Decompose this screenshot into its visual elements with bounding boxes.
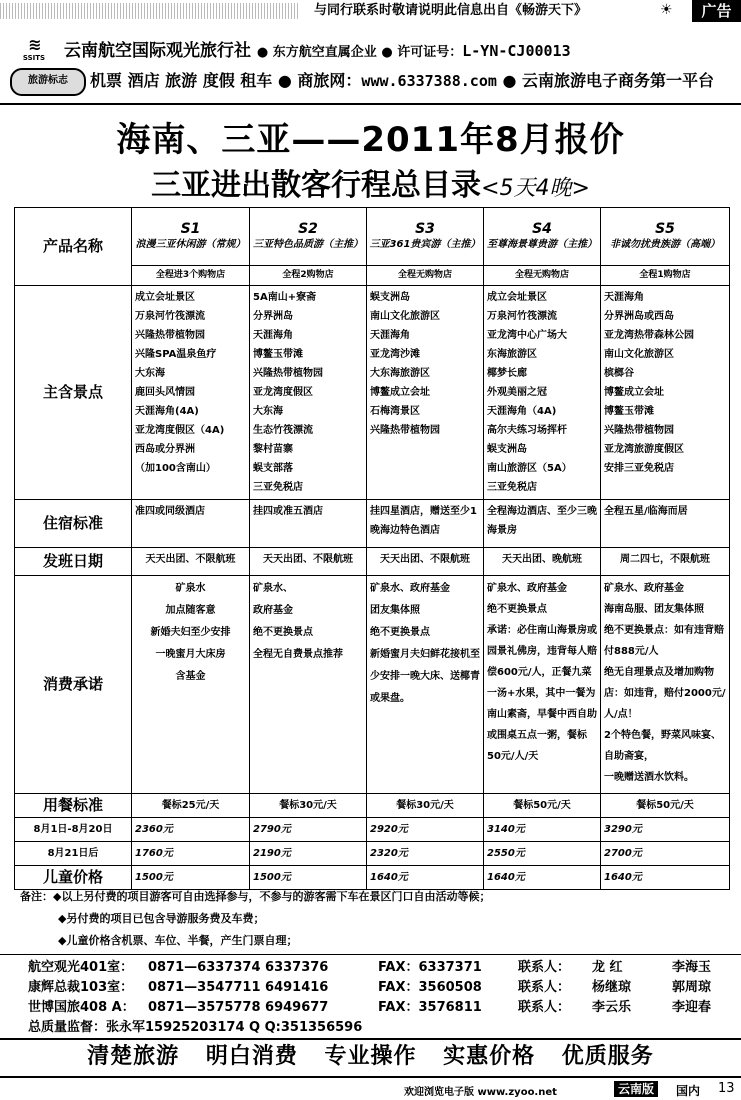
list-item: 石梅湾景区 <box>370 406 420 417</box>
agency-affiliation: 东方航空直属企业 <box>272 45 377 60</box>
product-s1: S1 浪漫三亚休闲游（常规） <box>132 208 250 266</box>
row-label-sights: 主含景点 <box>15 286 132 500</box>
sights-s3 <box>367 286 484 500</box>
list-item: 蜈支洲岛 <box>487 444 527 455</box>
product-s2: S2 三亚特色品质游（主推） <box>250 208 367 266</box>
list-item: 兴隆热带植物园 <box>604 425 674 436</box>
list-item: 天涯海角(4A) <box>135 406 199 417</box>
list-item: 兴隆热带植物园 <box>253 368 323 379</box>
slogan: 清楚旅游 明白消费 专业操作 实惠价格 优质服务 <box>87 1044 654 1069</box>
child-s4: 1640元 <box>484 866 601 890</box>
meal-s3: 餐标30元/天 <box>367 794 484 818</box>
price2-s2: 2190元 <box>250 842 367 866</box>
row-label-product: 产品名称 <box>15 208 132 286</box>
section-label: 国内 <box>676 1084 701 1098</box>
list-item: 矿泉水、 <box>253 583 293 594</box>
list-item: 新婚蜜月夫妇鲜花接机至少安排一晚大床、送椰青或果盘。 <box>370 649 480 704</box>
price2-s4: 2550元 <box>484 842 601 866</box>
note-3: ◆儿童价格含机票、车位、半餐，产生门票自理； <box>58 934 298 947</box>
itinerary-table <box>14 207 730 890</box>
list-item: 南山旅游区（5A） <box>487 463 572 474</box>
list-item: 安排三亚免税店 <box>604 463 674 474</box>
list-item: 海南岛服、团友集体照 <box>604 604 704 615</box>
list-item: 东海旅游区 <box>487 349 537 360</box>
sights-s2 <box>250 286 367 500</box>
biz-label: 商旅网： <box>297 71 362 90</box>
list-item: （加100含南山） <box>135 463 216 474</box>
promise-s3 <box>367 576 484 794</box>
promise-s4 <box>484 576 601 794</box>
list-item: 博鳌玉带滩 <box>253 349 303 360</box>
product-s4: S4 至尊海景尊贵游（主推） <box>484 208 601 266</box>
supervisor: 总质量监督：张永军15925203174 Q Q:351356596 <box>28 1020 363 1035</box>
list-item: 矿泉水 <box>175 583 206 594</box>
note-2: ◆另付费的项目已包含导游服务费及车费； <box>58 912 265 925</box>
list-item: 南山文化旅游区 <box>604 349 674 360</box>
shop-s1: 全程进3个购物店 <box>132 266 250 286</box>
row-label-date2: 8月21日后 <box>15 842 132 866</box>
list-item: 鹿回头风情园 <box>135 387 195 398</box>
list-item: 兴隆热带植物园 <box>370 425 440 436</box>
row-label-meal: 用餐标准 <box>15 794 132 818</box>
schedule-s1: 天天出团、不限航班 <box>132 548 250 576</box>
list-item: 万泉河竹筏漂流 <box>135 311 205 322</box>
shop-s2: 全程2购物店 <box>250 266 367 286</box>
agency-logo <box>8 36 60 66</box>
product-s5: S5 非诚勿扰贵族游（高端） <box>601 208 730 266</box>
row-label-child: 儿童价格 <box>15 866 132 890</box>
hotel-s4: 全程海边酒店、至少三晚海景房 <box>484 500 601 548</box>
shop-s5: 全程1购物店 <box>601 266 730 286</box>
divider <box>0 103 741 105</box>
list-item: 分界洲岛 <box>253 311 293 322</box>
schedule-s5: 周二四七，不限航班 <box>601 548 730 576</box>
price1-s1: 2360元 <box>132 818 250 842</box>
license-number: L-YN-CJ00013 <box>462 42 571 60</box>
notes-label: 备注： <box>20 890 53 903</box>
schedule-s4: 天天出团、晚航班 <box>484 548 601 576</box>
list-item: 兴隆热带植物园 <box>135 330 205 341</box>
list-item: 成立会址景区 <box>135 292 195 303</box>
list-item: 绝不更换景点 <box>253 627 313 638</box>
list-item: 全程无自费景点推荐 <box>253 649 343 660</box>
price1-s4: 3140元 <box>484 818 601 842</box>
row-label-promise: 消费承诺 <box>15 576 132 794</box>
shop-s4: 全程无购物店 <box>484 266 601 286</box>
schedule-s3: 天天出团、不限航班 <box>367 548 484 576</box>
contact-row: 航空观光401室： 0871—6337374 6337376 FAX：6337371 联系人： 龙 红 李海玉 <box>28 960 712 975</box>
list-item: 槟榔谷 <box>604 368 634 379</box>
list-item: 博鳌成立会址 <box>604 387 664 398</box>
list-item: 三亚免税店 <box>487 482 537 493</box>
list-item: 成立会址景区 <box>487 292 547 303</box>
contacts <box>28 958 711 1038</box>
list-item: 分界洲岛或西岛 <box>604 311 674 322</box>
list-item: 绝不更换景点 <box>487 604 547 615</box>
list-item: 政府基金 <box>253 605 293 616</box>
page-subtitle: 三亚进出散客行程总目录<5天4晚> <box>151 168 590 203</box>
list-item: 亚龙湾旅游度假区 <box>604 444 684 455</box>
product-s3: S3 三亚361贵宾游（主推） <box>367 208 484 266</box>
list-item: 亚龙湾度假区 <box>253 387 313 398</box>
child-s5: 1640元 <box>601 866 730 890</box>
meal-s2: 餐标30元/天 <box>250 794 367 818</box>
price2-s5: 2700元 <box>601 842 730 866</box>
list-item: 高尔夫练习场挥杆 <box>487 425 567 436</box>
sun-icon: ☀ <box>660 2 673 18</box>
price1-s2: 2790元 <box>250 818 367 842</box>
row-label-schedule: 发班日期 <box>15 548 132 576</box>
contact-row: 康辉总裁103室： 0871—3547711 6491416 FAX：3560508 联系人： 杨继琼 郭周琼 <box>28 980 712 995</box>
secondary-logo: 旅游标志 <box>10 68 86 96</box>
list-item: 亚龙湾沙滩 <box>370 349 420 360</box>
list-item: 矿泉水、政府基金 <box>487 583 567 594</box>
list-item: 大东海旅游区 <box>370 368 430 379</box>
list-item: 万泉河竹筏漂流 <box>487 311 557 322</box>
row-label-date1: 8月1日-8月20日 <box>15 818 132 842</box>
list-item: 新婚夫妇至少安排 <box>150 627 231 638</box>
agency-line-1: 云南航空国际观光旅行社 ● 东方航空直属企业 ● 许可证号：L-YN-CJ00013 <box>64 41 571 61</box>
hotel-s1: 准四或同级酒店 <box>132 500 250 548</box>
list-item: 生态竹筏漂流 <box>253 425 313 436</box>
footer <box>0 1080 741 1100</box>
list-item: 绝不更换景点：如有违背赔付888元/人 <box>604 625 724 657</box>
list-item: 天涯海角（4A) <box>487 406 557 417</box>
list-item: 大东海 <box>135 368 165 379</box>
list-item: 含基金 <box>175 671 206 682</box>
source-notice: 与同行联系时敬请说明此信息出自《畅游天下》 <box>300 1 709 21</box>
list-item: 兴隆SPA温泉鱼疗 <box>135 349 217 360</box>
price2-s1: 1760元 <box>132 842 250 866</box>
hotel-s2: 挂四或准五酒店 <box>250 500 367 548</box>
logo-text: SSITS <box>22 54 46 62</box>
list-item: 亚龙湾热带森林公园 <box>604 330 694 341</box>
promise-s2 <box>250 576 367 794</box>
agency-services: 机票 酒店 旅游 度假 租车 <box>90 71 273 90</box>
duration-label: <5天4晚> <box>481 176 590 201</box>
list-item: 黎村苗寨 <box>253 444 293 455</box>
list-item: 亚龙湾度假区（4A) <box>135 425 225 436</box>
top-bar <box>0 0 741 22</box>
footer-browse[interactable]: 欢迎浏览电子版 www.zyoo.net <box>404 1087 557 1098</box>
list-item: 西岛或分界洲 <box>135 444 195 455</box>
price2-s3: 2320元 <box>367 842 484 866</box>
agency-line-2: 机票 酒店 旅游 度假 租车 ● 商旅网：www.6337388.com ● 云南旅游电子商务第一平台 <box>90 71 715 90</box>
hotel-s3: 挂四星酒店，赠送至少1晚海边特色酒店 <box>367 500 484 548</box>
list-item: 南山文化旅游区 <box>370 311 440 322</box>
child-s1: 1500元 <box>132 866 250 890</box>
agency-name: 云南航空国际观光旅行社 <box>64 41 251 61</box>
logo-mark-icon: ≋ <box>28 35 40 54</box>
list-item: 三亚免税店 <box>253 482 303 493</box>
hotel-s5: 全程五星/临海而居 <box>601 500 730 548</box>
list-item: 绝无自理景点及增加购物店：如违背，赔付2000元/人/点！ <box>604 667 726 720</box>
list-item: 蜈支部落 <box>253 463 293 474</box>
list-item: 博鳌玉带滩 <box>604 406 654 417</box>
list-item: 大东海 <box>253 406 283 417</box>
list-item: 一晚赠送酒水饮料。 <box>604 772 694 783</box>
agency-header <box>4 34 737 100</box>
meal-s1: 餐标25元/天 <box>132 794 250 818</box>
list-item: 蜈支洲岛 <box>370 292 410 303</box>
list-item: 团友集体照 <box>370 605 420 616</box>
price1-s3: 2920元 <box>367 818 484 842</box>
list-item: 5A南山+寮斋 <box>253 292 317 303</box>
contact-row: 世博国旅408 A： 0871—3575778 6949677 FAX：3576811 联系人： 李云乐 李迎春 <box>28 1000 712 1015</box>
page-title: 海南、三亚——2011年8月报价 <box>116 120 625 160</box>
shop-s3: 全程无购物店 <box>367 266 484 286</box>
region-badge: 云南版 <box>614 1081 658 1097</box>
list-item: 博鳌成立会址 <box>370 387 430 398</box>
schedule-s2: 天天出团、不限航班 <box>250 548 367 576</box>
agency-slogan-small: 云南旅游电子商务第一平台 <box>522 71 715 90</box>
license-label: 许可证号： <box>397 45 463 60</box>
meal-s4: 餐标50元/天 <box>484 794 601 818</box>
agency-url[interactable]: www.6337388.com <box>361 72 497 90</box>
list-item: 椰梦长廊 <box>487 368 527 379</box>
list-item: 承诺：必住南山海景房或园景礼佛房，违背每人赔偿600元/人，正餐九菜一汤+水果，其中一餐为南山素斋，早餐中西自助或围桌五点一粥，餐标50元/人/天 <box>487 625 597 762</box>
promise-s1 <box>132 576 250 794</box>
list-item: 天涯海角 <box>370 330 410 341</box>
list-item: 天涯海角 <box>253 330 293 341</box>
list-item: 外观美丽之冠 <box>487 387 547 398</box>
page-number: 13 <box>718 1081 735 1096</box>
promise-s5 <box>601 576 730 794</box>
child-s3: 1640元 <box>367 866 484 890</box>
child-s2: 1500元 <box>250 866 367 890</box>
note-1: ◆以上另付费的项目游客可自由选择参与，不参与的游客需下车在景区门口自由活动等候； <box>53 890 491 903</box>
list-item: 2个特色餐，野菜风味宴、自助斋宴， <box>604 730 721 762</box>
list-item: 矿泉水、政府基金 <box>604 583 684 594</box>
list-item: 矿泉水、政府基金 <box>370 583 450 594</box>
list-item: 天涯海角 <box>604 292 644 303</box>
divider <box>0 954 741 955</box>
list-item: 绝不更换景点 <box>370 627 430 638</box>
row-label-hotel: 住宿标准 <box>15 500 132 548</box>
divider <box>0 1076 741 1078</box>
price1-s5: 3290元 <box>601 818 730 842</box>
sights-s4 <box>484 286 601 500</box>
sights-s1 <box>132 286 250 500</box>
notes <box>20 886 490 952</box>
ad-label: 广告 <box>692 0 741 22</box>
list-item: 加点随客意 <box>165 605 216 616</box>
list-item: 亚龙湾中心广场大 <box>487 330 567 341</box>
list-item: 一晚蜜月大床房 <box>155 649 226 660</box>
meal-s5: 餐标50元/天 <box>601 794 730 818</box>
sights-s5 <box>601 286 730 500</box>
